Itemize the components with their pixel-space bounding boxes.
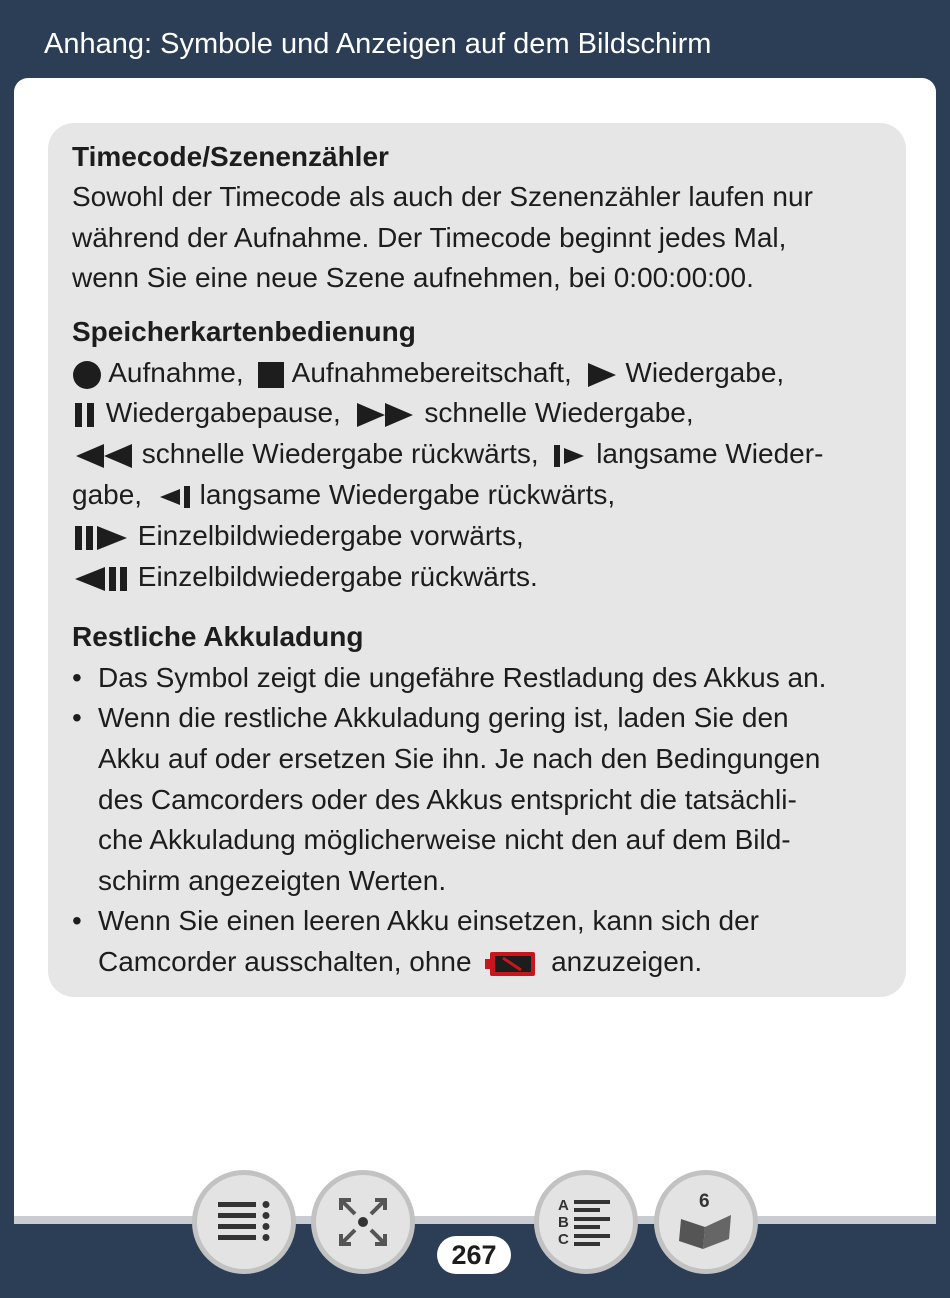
fit-screen-icon <box>335 1194 391 1250</box>
battery-bullet-text-pre: Camcorder ausschalten, ohne <box>98 946 472 977</box>
bullet: • <box>72 662 82 693</box>
battery-bullet-text-post: anzuzeigen. <box>551 946 703 977</box>
card-ops-line <box>72 396 694 430</box>
battery-bullet-text: Wenn die restliche Akkuladung gering ist, laden Sie den <box>98 702 789 733</box>
frame-forward-label: Einzelbildwiedergabe vorwärts, <box>137 520 524 551</box>
battery-bullet-text <box>98 945 702 979</box>
slow-forward-label: langsame Wieder- <box>596 438 824 469</box>
frame-forward-icon <box>72 524 130 552</box>
standby-label: Aufnahmebereitschaft, <box>291 357 572 388</box>
fast-reverse-label: schnelle Wiedergabe rückwärts, <box>141 438 539 469</box>
battery-bullet-text: che Akkuladung möglicherweise nicht den auf dem Bild- <box>98 824 791 855</box>
card-ops-line <box>72 478 615 512</box>
index-icon <box>556 1192 616 1252</box>
slow-forward-icon <box>552 442 588 470</box>
fast-forward-label: schnelle Wiedergabe, <box>424 397 694 428</box>
chapter-number: 6 <box>699 1191 710 1212</box>
record-icon <box>72 360 102 390</box>
timecode-text-line: Sowohl der Timecode als auch der Szenenzähler laufen nur <box>72 181 813 212</box>
battery-bullet-text: Das Symbol zeigt die ungefähre Restladung des Akkus an. <box>98 662 827 693</box>
page-header-title: Anhang: Symbole und Anzeigen auf dem Bildschirm <box>44 28 712 60</box>
contents-icon <box>214 1194 274 1250</box>
battery-bullet-text: Akku auf oder ersetzen Sie ihn. Je nach den Bedingungen <box>98 743 821 774</box>
battery-bullet-text: schirm angezeigten Werten. <box>98 865 447 896</box>
record-label: Aufnahme, <box>108 357 244 388</box>
frame-reverse-label: Einzelbildwiedergabe rückwärts. <box>137 561 538 592</box>
bottom-nav-bar <box>14 1216 936 1224</box>
slow-forward-label-cont: gabe, <box>72 479 143 510</box>
svg-text:C: C <box>558 1231 569 1248</box>
section-heading-card-operation: Speicherkartenbedienung <box>72 316 416 347</box>
bullet: • <box>72 905 82 936</box>
play-label: Wiedergabe, <box>625 357 785 388</box>
pause-label: Wiedergabepause, <box>105 397 341 428</box>
fit-screen-button[interactable] <box>311 1170 415 1274</box>
card-ops-line <box>72 519 524 553</box>
card-ops-line <box>72 356 784 390</box>
bullet: • <box>72 702 82 733</box>
card-ops-line <box>72 560 538 594</box>
frame-reverse-icon <box>72 565 130 593</box>
timecode-text-line: während der Aufnahme. Der Timecode beginnt jedes Mal, <box>72 222 787 253</box>
battery-empty-icon <box>485 950 537 978</box>
fast-reverse-icon <box>72 442 134 470</box>
stop-icon <box>257 361 285 389</box>
svg-text:A: A <box>558 1197 569 1214</box>
chapter-book-icon <box>673 1189 739 1255</box>
slow-reverse-icon <box>156 483 192 511</box>
pause-icon <box>72 401 98 429</box>
timecode-text-line: wenn Sie eine neue Szene aufnehmen, bei 0:00:00:00. <box>72 262 754 293</box>
contents-button[interactable] <box>192 1170 296 1274</box>
svg-text:B: B <box>558 1214 569 1231</box>
section-heading-battery: Restliche Akkuladung <box>72 621 364 652</box>
page-number: 267 <box>437 1236 511 1274</box>
battery-bullet-text: Wenn Sie einen leeren Akku einsetzen, kann sich der <box>98 905 760 936</box>
section-heading-timecode: Timecode/Szenenzähler <box>72 141 389 172</box>
index-button[interactable] <box>534 1170 638 1274</box>
card-ops-line <box>72 437 823 471</box>
chapter-button[interactable] <box>654 1170 758 1274</box>
slow-reverse-label: langsame Wiedergabe rückwärts, <box>199 479 616 510</box>
fast-forward-icon <box>355 401 417 429</box>
play-icon <box>586 361 618 389</box>
battery-bullet-text: des Camcorders oder des Akkus entspricht die tatsächli- <box>98 784 797 815</box>
